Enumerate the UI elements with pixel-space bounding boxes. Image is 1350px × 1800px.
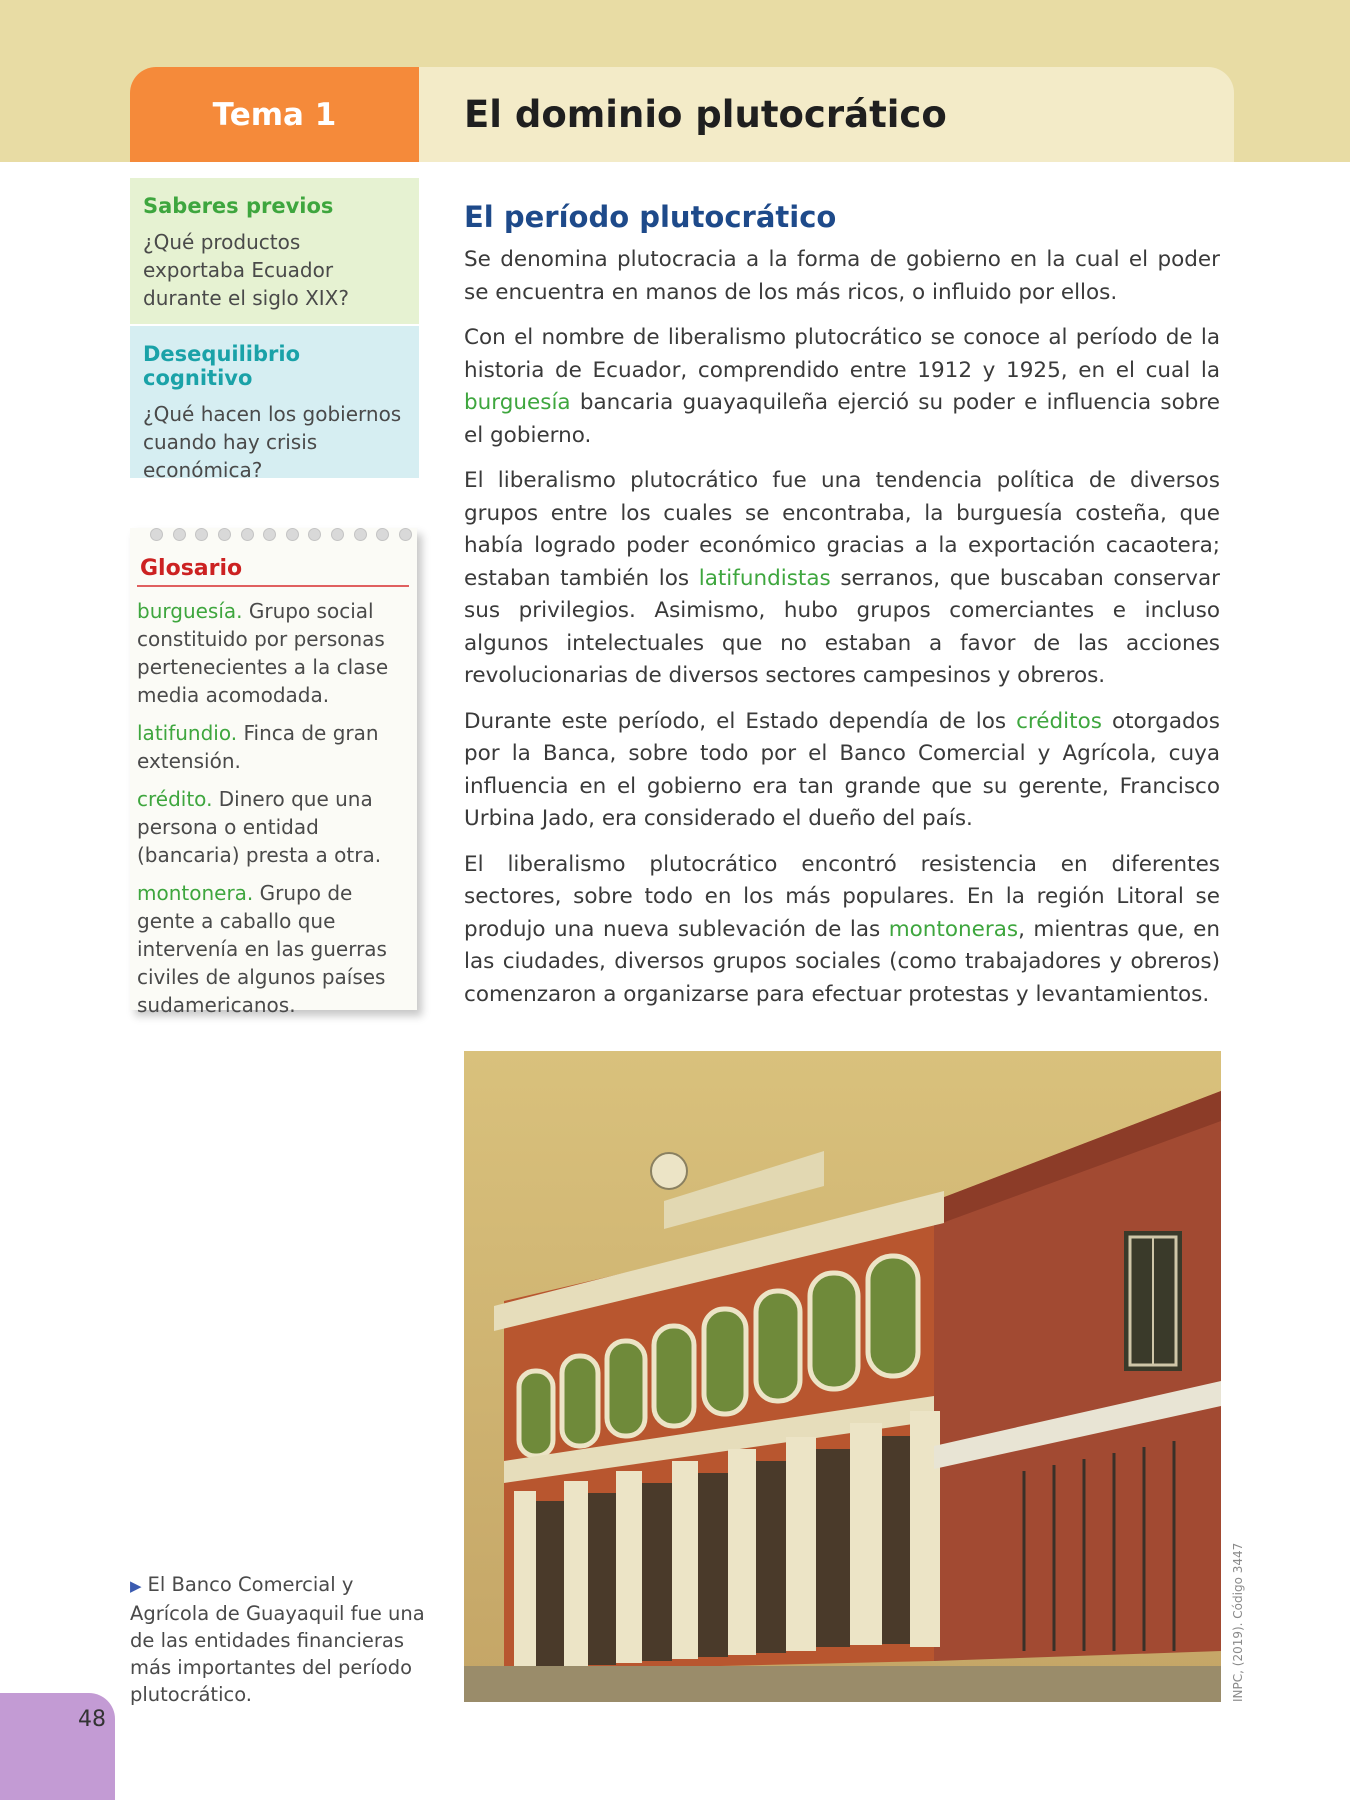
glossary-term: latifundio. xyxy=(137,721,238,745)
desequilibrio-cognitivo-question: ¿Qué hacen los gobiernos cuando hay crisis económica? xyxy=(143,402,402,482)
tema-label: Tema 1 xyxy=(130,67,419,162)
glossary-entry xyxy=(137,879,409,1019)
glossary-term: burguesía. xyxy=(137,599,243,623)
page-title: El dominio plutocrático xyxy=(464,93,947,136)
highlight-burguesia: burguesía xyxy=(464,390,571,415)
highlight-latifundistas: latifundistas xyxy=(698,565,831,591)
highlight-montoneras: montoneras xyxy=(888,916,1019,942)
glossary-term: crédito. xyxy=(137,787,213,811)
glosario-box xyxy=(130,528,417,1017)
highlight-creditos: créditos xyxy=(1016,708,1102,734)
paragraph-3: El liberalismo plutocrático fue una tendencia política de diversos grupos entre los cuales se encontraba, la burguesía costeña, que había logrado poder económico gracias a la exportación cacaotera; estaban también los latifundistas serranos, que buscaban conservar sus privilegios. Asimismo, hubo grupos comerciantes e incluso algunos intelectuales que no estaban a favor de las acciones revolucionarias de diversos sectores campesinos y obreros. xyxy=(464,468,1220,688)
glossary-term: montonera. xyxy=(137,881,254,905)
section-heading: El período plutocrático xyxy=(464,200,837,234)
glossary-definition: Grupo social constituido por personas pertenecientes a la clase media acomodada. xyxy=(137,599,389,707)
header-bar xyxy=(130,67,1234,162)
saberes-previos-question: ¿Qué productos exportaba Ecuador durante el siglo XIX? xyxy=(143,230,349,310)
saberes-previos-box xyxy=(130,178,419,324)
bank-building-photo xyxy=(464,1051,1221,1702)
page-number: 48 xyxy=(78,1707,106,1732)
desequilibrio-cognitivo-box xyxy=(130,326,419,482)
desequilibrio-cognitivo-title: Desequilibrio cognitivo xyxy=(143,342,301,390)
glossary-entry xyxy=(137,597,409,709)
glossary-definition: Dinero que una persona o entidad (bancaria) presta a otra. xyxy=(137,787,382,867)
triangle-bullet-icon: ▶ xyxy=(130,1577,142,1595)
paragraph-4: Durante este período, el Estado dependía de los créditos otorgados por la Banca, sobre todo por el Banco Comercial y Agrícola, cuya influencia en el gobierno era tan grande que su gerente, Francisco Urbina Jado, era considerado el dueño del país. xyxy=(464,708,1220,831)
notepad-rings xyxy=(150,528,412,544)
photo-credit: INPC, (2019). Código 3447 xyxy=(1231,1542,1245,1702)
glossary-entry xyxy=(137,719,409,775)
paragraph-5: El liberalismo plutocrático encontró resistencia en diferentes sectores, sobre todo en los más populares. En la región Litoral se produjo una nueva sublevación de las montoneras, mientras que, en las ciudades, diversos grupos sociales (como trabajadores y obreros) comenzaron a organizarse para efectuar protestas y levantamientos. xyxy=(464,851,1220,1007)
saberes-previos-title: Saberes previos xyxy=(143,194,334,218)
main-content xyxy=(464,200,1220,1024)
paragraph-2: Con el nombre de liberalismo plutocrático se conoce al período de la historia de Ecuador, comprendido entre 1912 y 1925, en el cual la burguesía bancaria guayaquileña ejerció su poder e influencia sobre el gobierno. xyxy=(464,325,1220,448)
glossary-definition: Finca de gran extensión. xyxy=(137,721,379,773)
paragraph-1: Se denomina plutocracia a la forma de gobierno en la cual el poder se encuentra en manos de los más ricos, o influido por ellos. xyxy=(464,247,1220,305)
glossary-definition: Grupo de gente a caballo que intervenía en las guerras civiles de algunos países sudamericanos. xyxy=(137,881,387,1017)
glossary-entry xyxy=(137,785,409,869)
photo-caption: ▶ El Banco Comercial y Agrícola de Guayaquil fue una de las entidades financieras más importantes del período plutocrático. xyxy=(130,1573,425,1706)
glosario-title: Glosario xyxy=(137,556,409,587)
